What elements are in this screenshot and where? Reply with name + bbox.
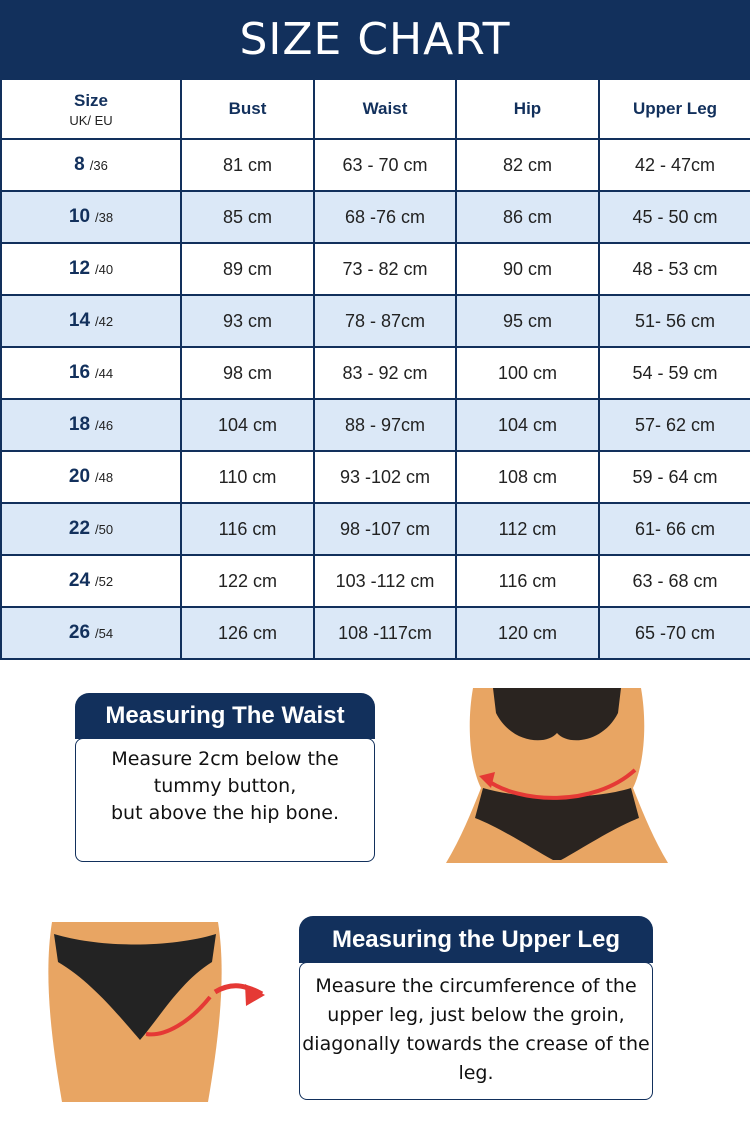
header-bar xyxy=(0,0,750,78)
table-row xyxy=(1,451,750,503)
waist-cell: 68 -76 cm xyxy=(314,191,456,243)
waist-cell: 63 - 70 cm xyxy=(314,139,456,191)
waist-line-3: but above the hip bone. xyxy=(111,802,339,824)
leg-line-4: leg. xyxy=(458,1062,494,1084)
hip-cell: 90 cm xyxy=(456,243,599,295)
upper-leg-cell: 57- 62 cm xyxy=(599,399,750,451)
size-eu: /38 xyxy=(95,210,114,225)
waist-card-text xyxy=(75,746,375,827)
hip-cell: 86 cm xyxy=(456,191,599,243)
size-cell xyxy=(1,451,181,503)
table-header-row xyxy=(1,79,750,139)
size-uk: 18 xyxy=(68,414,91,435)
waist-line-1: Measure 2cm below the xyxy=(111,748,339,770)
waist-cell: 73 - 82 cm xyxy=(314,243,456,295)
upper-leg-cell: 51- 56 cm xyxy=(599,295,750,347)
size-uk: 20 xyxy=(68,466,91,487)
size-cell xyxy=(1,139,181,191)
upper-leg-cell: 42 - 47cm xyxy=(599,139,750,191)
size-eu: /50 xyxy=(95,522,114,537)
bust-cell: 126 cm xyxy=(181,607,314,659)
waist-cell: 88 - 97cm xyxy=(314,399,456,451)
size-cell xyxy=(1,555,181,607)
table-row xyxy=(1,503,750,555)
size-uk: 14 xyxy=(68,310,91,331)
bust-cell: 81 cm xyxy=(181,139,314,191)
torso-waist-illustration xyxy=(443,688,671,863)
bust-cell: 93 cm xyxy=(181,295,314,347)
size-eu: /36 xyxy=(89,158,108,173)
size-eu: /44 xyxy=(95,366,114,381)
size-eu: /52 xyxy=(95,574,114,589)
hips-upper-leg-illustration xyxy=(40,922,265,1102)
size-cell xyxy=(1,607,181,659)
hip-cell: 100 cm xyxy=(456,347,599,399)
bust-cell: 122 cm xyxy=(181,555,314,607)
waist-cell: 83 - 92 cm xyxy=(314,347,456,399)
size-uk: 10 xyxy=(68,206,91,227)
header-hip: Hip xyxy=(456,79,599,139)
table-row xyxy=(1,347,750,399)
header-size-label: Size xyxy=(73,90,109,110)
leg-card-title: Measuring the Upper Leg xyxy=(299,916,653,963)
upper-leg-cell: 59 - 64 cm xyxy=(599,451,750,503)
upper-leg-cell: 65 -70 cm xyxy=(599,607,750,659)
upper-leg-cell: 54 - 59 cm xyxy=(599,347,750,399)
size-uk: 12 xyxy=(68,258,91,279)
hip-cell: 120 cm xyxy=(456,607,599,659)
waist-cell: 98 -107 cm xyxy=(314,503,456,555)
leg-line-3: diagonally towards the crease of the xyxy=(302,1033,650,1055)
upper-leg-cell: 63 - 68 cm xyxy=(599,555,750,607)
waist-cell: 103 -112 cm xyxy=(314,555,456,607)
size-cell xyxy=(1,295,181,347)
leg-line-1: Measure the circumference of the xyxy=(315,975,637,997)
size-eu: /40 xyxy=(95,262,114,277)
size-uk: 22 xyxy=(68,518,91,539)
bust-cell: 89 cm xyxy=(181,243,314,295)
size-cell xyxy=(1,347,181,399)
header-size-sub: UK/ EU xyxy=(69,112,113,128)
size-uk: 16 xyxy=(68,362,91,383)
size-uk: 8 xyxy=(74,154,85,175)
table-row xyxy=(1,555,750,607)
size-uk: 26 xyxy=(68,622,91,643)
hip-cell: 116 cm xyxy=(456,555,599,607)
leg-card-text xyxy=(299,972,653,1088)
header-bust: Bust xyxy=(181,79,314,139)
waist-card-title: Measuring The Waist xyxy=(75,693,375,739)
size-table xyxy=(0,78,750,660)
bust-cell: 104 cm xyxy=(181,399,314,451)
table-row xyxy=(1,139,750,191)
hip-cell: 108 cm xyxy=(456,451,599,503)
table-row xyxy=(1,295,750,347)
hip-cell: 82 cm xyxy=(456,139,599,191)
size-cell xyxy=(1,243,181,295)
waist-cell: 108 -117cm xyxy=(314,607,456,659)
table-row xyxy=(1,191,750,243)
size-eu: /42 xyxy=(95,314,114,329)
bust-cell: 98 cm xyxy=(181,347,314,399)
upper-leg-cell: 45 - 50 cm xyxy=(599,191,750,243)
upper-leg-cell: 48 - 53 cm xyxy=(599,243,750,295)
size-eu: /54 xyxy=(95,626,114,641)
hip-cell: 104 cm xyxy=(456,399,599,451)
leg-line-2: upper leg, just below the groin, xyxy=(327,1004,625,1026)
table-row xyxy=(1,243,750,295)
page-title: SIZE CHART xyxy=(239,13,511,65)
hip-cell: 95 cm xyxy=(456,295,599,347)
size-cell xyxy=(1,399,181,451)
table-row xyxy=(1,607,750,659)
upper-leg-cell: 61- 66 cm xyxy=(599,503,750,555)
size-uk: 24 xyxy=(68,570,91,591)
bust-cell: 85 cm xyxy=(181,191,314,243)
hip-cell: 112 cm xyxy=(456,503,599,555)
waist-cell: 78 - 87cm xyxy=(314,295,456,347)
size-eu: /46 xyxy=(95,418,114,433)
waist-cell: 93 -102 cm xyxy=(314,451,456,503)
header-waist: Waist xyxy=(314,79,456,139)
waist-line-2: tummy button, xyxy=(153,775,297,797)
header-size xyxy=(1,79,181,139)
bust-cell: 110 cm xyxy=(181,451,314,503)
bust-cell: 116 cm xyxy=(181,503,314,555)
size-cell xyxy=(1,191,181,243)
size-eu: /48 xyxy=(95,470,114,485)
size-cell xyxy=(1,503,181,555)
header-upper-leg: Upper Leg xyxy=(599,79,750,139)
table-row xyxy=(1,399,750,451)
